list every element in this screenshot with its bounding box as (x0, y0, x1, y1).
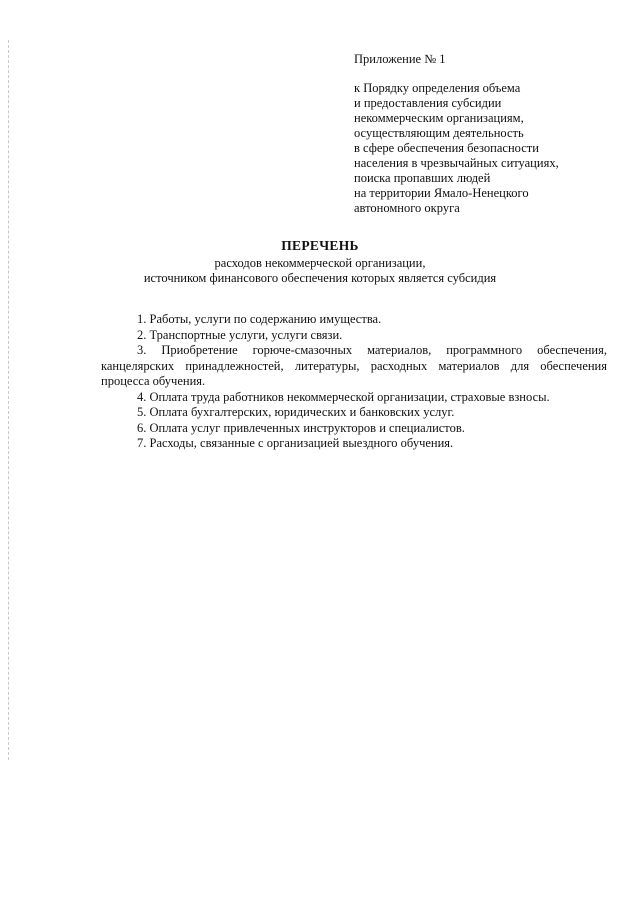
appendix-line: осуществляющим деятельность (354, 126, 524, 140)
heading-subtitle (0, 256, 640, 286)
list-item: 3. Приобретение горюче-смазочных материалов, программного обеспечения, канцелярских принадлежностей, литературы, расходных материалов для обеспечения процесса обучения. (101, 343, 607, 388)
appendix-line: к Порядку определения объема (354, 81, 521, 95)
appendix-line: поиска пропавших людей (354, 171, 491, 185)
list-item: 6. Оплата услуг привлеченных инструкторов и специалистов. (137, 420, 465, 435)
heading-subtitle-line: расходов некоммерческой организации, (214, 256, 426, 270)
document-heading (0, 238, 640, 286)
appendix-block (354, 52, 624, 216)
list-item: 7. Расходы, связанные с организацией выездного обучения. (137, 436, 454, 450)
list-item: 1. Работы, услуги по содержанию имущества. (137, 312, 382, 326)
list-item: 4. Оплата труда работников некоммерческой организации, страховые взносы. (137, 389, 550, 404)
expense-list (101, 312, 607, 452)
appendix-line: на территории Ямало-Ненецкого (354, 186, 529, 200)
appendix-line: населения в чрезвычайных ситуациях, (354, 156, 559, 170)
scan-edge-marks (8, 40, 10, 760)
list-item: 5. Оплата бухгалтерских, юридических и банковских услуг. (137, 405, 455, 419)
list-item: 2. Транспортные услуги, услуги связи. (137, 327, 343, 342)
appendix-line: некоммерческим организациям, (354, 111, 524, 125)
appendix-body (354, 81, 624, 216)
appendix-line: автономного округа (354, 201, 460, 215)
appendix-line: и предоставления субсидии (354, 96, 502, 110)
heading-title: ПЕРЕЧЕНЬ (281, 238, 359, 253)
appendix-line: в сфере обеспечения безопасности (354, 141, 539, 155)
heading-subtitle-line: источником финансового обеспечения которых является субсидия (143, 271, 497, 285)
appendix-title: Приложение № 1 (354, 52, 446, 66)
